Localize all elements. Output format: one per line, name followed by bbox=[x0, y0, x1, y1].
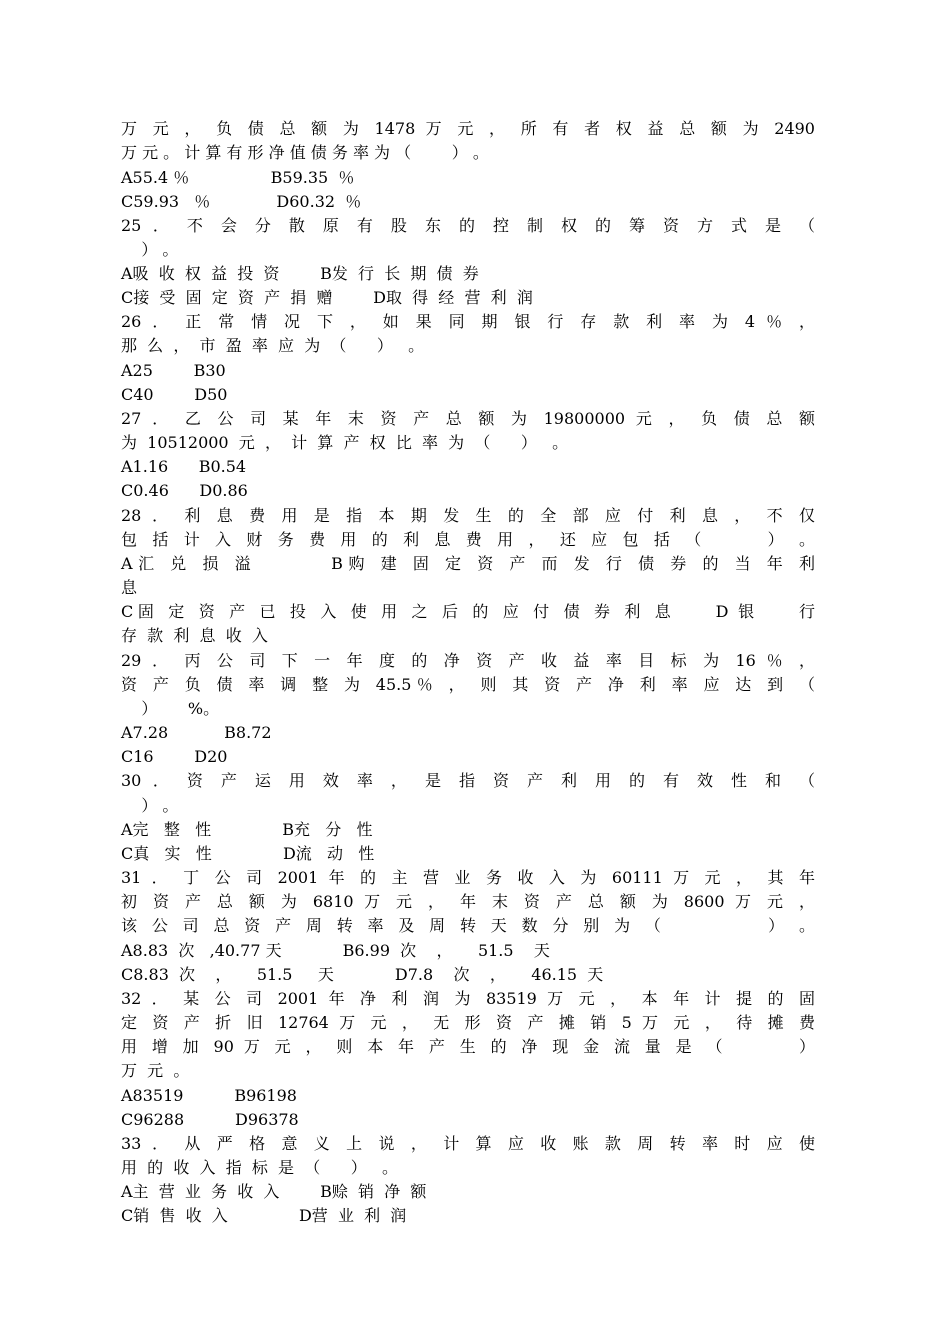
question-line: 26 ． 正 常 情 况 下 ， 如 果 同 期 银 行 存 款 利 率 为 4 ％ ， bbox=[121, 312, 815, 331]
option-line: A汇 兑 损 溢 B购 建 固 定 资 产 而 发 行 债 券 的 当 年 利 bbox=[121, 554, 815, 573]
text-line: 万 元 。 bbox=[121, 1061, 190, 1080]
option-line: C16 D20 bbox=[121, 747, 228, 766]
text-line: 万 元 。 计 算 有 形 净 值 债 务 率 为 （ ） 。 bbox=[121, 143, 489, 162]
text-line: 为 10512000 元 ， 计 算 产 权 比 率 为 （ ） 。 bbox=[121, 433, 569, 452]
text-line: 包 括 计 入 财 务 费 用 的 利 息 费 用 ， 还 应 包 括 （ ） 。 bbox=[121, 530, 815, 549]
option-line: A完 整 性 B充 分 性 bbox=[121, 820, 373, 839]
text-line: 万 元 ， 负 债 总 额 为 1478 万 元 ， 所 有 者 权 益 总 额 为 2490 bbox=[121, 119, 815, 138]
text-line: ） %。 bbox=[121, 699, 220, 718]
question-line: 29 ． 丙 公 司 下 一 年 度 的 净 资 产 收 益 率 目 标 为 16 ％ ， bbox=[121, 651, 815, 670]
option-line: A8.83 次 ,40.77 天 B6.99 次 ， 51.5 天 bbox=[121, 941, 550, 960]
option-line: A主 营 业 务 收 入 B赊 销 净 额 bbox=[121, 1182, 427, 1201]
text-line: 存 款 利 息 收 入 bbox=[121, 626, 268, 645]
option-line: C0.46 D0.86 bbox=[121, 481, 248, 500]
option-line: C8.83 次 ， 51.5 天 D7.8 次 ， 46.15 天 bbox=[121, 965, 604, 984]
text-line: 该 公 司 总 资 产 周 转 率 及 周 转 天 数 分 别 为 （ ） 。 bbox=[121, 916, 815, 935]
option-line: A1.16 B0.54 bbox=[121, 457, 247, 476]
question-line: 32 ． 某 公 司 2001 年 净 利 润 为 83519 万 元 ， 本 年 计 提 的 固 bbox=[121, 989, 815, 1008]
option-line: C96288 D96378 bbox=[121, 1110, 299, 1129]
text-line: 资 产 负 债 率 调 整 为 45.5％ ， 则 其 资 产 净 利 率 应 达 到 （ bbox=[121, 675, 815, 694]
text-line: 那 么 ， 市 盈 率 应 为 （ ） 。 bbox=[121, 336, 425, 355]
option-line: C接 受 固 定 资 产 捐 赠 D取 得 经 营 利 润 bbox=[121, 288, 533, 307]
text-line: 初 资 产 总 额 为 6810 万 元 ， 年 末 资 产 总 额 为 8600 万 元 ， bbox=[121, 892, 815, 911]
text-line: ） 。 bbox=[121, 240, 179, 259]
question-line: 27 ． 乙 公 司 某 年 末 资 产 总 额 为 19800000 元 ， 负 债 总 额 bbox=[121, 409, 815, 428]
text-line: ） 。 bbox=[121, 796, 179, 815]
text-line: 息 bbox=[121, 578, 138, 597]
question-line: 30 ． 资 产 运 用 效 率 ， 是 指 资 产 利 用 的 有 效 性 和 （ bbox=[121, 771, 815, 790]
text-line: 用 的 收 入 指 标 是 （ ） 。 bbox=[121, 1158, 398, 1177]
option-line: A吸 收 权 益 投 资 B发 行 长 期 债 券 bbox=[121, 264, 479, 283]
question-line: 25 ． 不 会 分 散 原 有 股 东 的 控 制 权 的 筹 资 方 式 是 （ bbox=[121, 216, 815, 235]
question-line: 28 ． 利 息 费 用 是 指 本 期 发 生 的 全 部 应 付 利 息 ， 不 仅 bbox=[121, 506, 815, 525]
option-line: C真 实 性 D流 动 性 bbox=[121, 844, 375, 863]
option-line: C59.93 ％ D60.32 ％ bbox=[121, 192, 362, 211]
text-line: 定 资 产 折 旧 12764 万 元 ， 无 形 资 产 摊 销 5 万 元 ， 待 摊 费 bbox=[121, 1013, 815, 1032]
option-line: A25 B30 bbox=[121, 361, 226, 380]
option-line: C40 D50 bbox=[121, 385, 228, 404]
option-line: C销 售 收 入 D营 业 利 润 bbox=[121, 1206, 407, 1225]
question-line: 33 ． 从 严 格 意 义 上 说 ， 计 算 应 收 账 款 周 转 率 时 应 使 bbox=[121, 1134, 815, 1153]
option-line: A55.4 ％ B59.35 ％ bbox=[121, 168, 355, 187]
question-line: 31 ． 丁 公 司 2001 年 的 主 营 业 务 收 入 为 60111 万 元 ， 其 年 bbox=[121, 868, 815, 887]
option-line: C固 定 资 产 已 投 入 使 用 之 后 的 应 付 债 券 利 息 D 银 行 bbox=[121, 602, 815, 621]
option-line: A83519 B96198 bbox=[121, 1086, 297, 1105]
option-line: A7.28 B8.72 bbox=[121, 723, 272, 742]
text-line: 用 增 加 90 万 元 ， 则 本 年 产 生 的 净 现 金 流 量 是 （ ） bbox=[121, 1037, 815, 1056]
